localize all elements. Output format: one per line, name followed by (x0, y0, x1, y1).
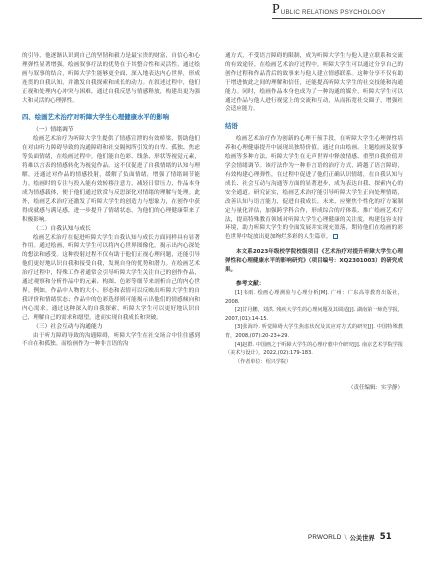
end-mark-icon (333, 234, 338, 239)
page-number: 51 (379, 532, 392, 542)
editor-note: （责任编辑：实学静） (347, 385, 403, 392)
paragraph: 绘画艺术治疗为听障大学生提供了情感宣泄的有效桥梁，帮助他们在对由听力障碍导致的沟通障碍和社交隔阂所引发的自卑、孤独、焦虑等负面情绪，在绘画过程中，他们能自色彩、线条、形状等视觉元素，将难以言表的情感转化为视觉作品。这不仅促进了自我情绪的认知与理解，还通过对作品的情感投射，缓解了负面情绪，增强了情绪调节能力。绘画时的专注与投入能有效转移注意力，减轻日常压力，作品本身成为情感载体，便于他们通过欣赏与反思深化对情绪的理解与处理。此外，绘画艺术治疗还激发了听障大学生的创造力与想象力，在创作中获得成就感与满足感，进一步提升了情绪状态，为他们的心理健康带来了积极影响。 (22, 136, 200, 223)
section-heading: 四、绘画艺术治疗对听障大学生心理健康水平的影响 (22, 113, 169, 122)
paragraph: 的引导，他逐渐认识到自己的坚韧和毅力是最宝贵的财富，自信心和心理弹性显著增强。绘画叙事疗法的优势在于其整合性和灵活性，通过绘画与叙事的结合，听障大学生能够更全面、深入地表达内心世界，形成连贯的自我认知，并激发自我探索和成长的动力。在叙述过程中，他们正视和处理内心冲突与困难，通过自我反思与情感释放，构建出更为强大和灵活的心理弹性。 (22, 53, 200, 104)
subheading: （二）自我认知与成长 (33, 225, 91, 232)
conclusion-text: 绘画艺术治疗作为创新的心理干预手段，在听障大学生心理弹性培养和心理健康提升中展现出独特价值。通过自由绘画、主题绘画及叙事绘画等多种方法，听障大学生在无声世界中释放情感、重塑自我价值并学会情绪调节。该疗法作为一种非言语的治疗方式，跨越了语言障碍，有效构建心理弹性，在过程中促进了他们正确认识情绪，在自我认知与成长、社会互动与沟通等方面的显著进步，成为表达自我、探索内心的安全通道。研究证实，绘画艺术治疗能引导听障大学生正向处理情绪，改善认知与语言能力，促进自我成长。未来，应聚焦个性化的疗方案制定与量化评估，加强跨学科合作，形成综合的疗体系。推广绘画艺术疗法，提高特殊教育领域对听障大学生心理健康的关注度，构建包容支持环境，助力听障大学生的全面发展并实现充盈落，期待他们在绘画的彩色世界中绽放出更加绚烂多彩的人生篇章。 (225, 136, 403, 241)
conclusion-paragraph (225, 135, 403, 242)
footer-brand: PRWORLD (308, 533, 342, 541)
right-column (225, 52, 403, 393)
reference-item: [3]张海玲. 听觉障碍大学生焦虑状况及其应对方式的研究[J]. 中国特殊教育，2008,(07):20-23+29. (225, 324, 403, 339)
left-column (22, 52, 200, 349)
reference-item: [1]韦雨. 绘画心理测验与心理分析[M]. 广州：广东高等教育出版社，2008. (225, 289, 403, 305)
header-rule (272, 18, 422, 19)
author-affiliation: （作者单位：绍兴学院） (235, 358, 292, 365)
footer-magazine: 公关世界 (349, 534, 375, 542)
references-list (225, 289, 403, 366)
conclusion-heading: 结语 (225, 122, 238, 131)
paragraph: 通方式，不受语言障碍的限制，成为听障大学生与他人建立联系和交流的有效途径。在绘画艺术治疗过程中，听障大学生可以通过分享自己的创作过程和作品背后的故事来与他人建立情感联系。这种分享不仅有助于增进彼此之间的理解和信任，还能提高听障大学生的社交技能和沟通能力。同时，绘画作品本身也成为了一种沟通的媒介，听障大学生可以通过作品与他人进行视觉上的交流和互动，从而拓宽社交圈子，增强社会适应能力。 (225, 53, 403, 113)
paragraph: 绘画艺术治疗在促进听障大学生自我认知与成长方面同样具有显著作用。通过绘画，听障大学生可以将内心世界图像化，揭示出内心深处的想法和感受。这种投射过程不仅有助于他们正视心理问题，还能引导他们更好地认识自我和接受自我，发现自身的优势和潜力。在绘画艺术治疗过程中，特殊工作者通常会引导听障大学生关注自己的创作作品，通过观察和分析作品中的元素、构图、色彩等细节来剖析自己的内心世界。例如，作品中人物的大小、形态和表情可以反映出听障大学生的自我评价和情绪状态；作品中的色彩选择则可能揭示出他们的情感倾向和内心需求。通过这种深入的自我探索，听障大学生可以更好地认识自己，理解自己的需求和愿望，进而实现自我成长和突破。 (22, 234, 200, 321)
reference-item: [4]赵群. 中国画之于听障大学生的心理疗愈中介研究[J]. 南京艺术学院学报（美术与设计），2022,(02):179-183. (225, 341, 403, 357)
reference-item: [2]甘丹鹏，刘洪. 残疾大学生的心理问题及其调适[J]. 湖南第一师范学报，2007,(01):14-15. (225, 307, 403, 322)
page-footer (308, 532, 392, 542)
header-initial: P (272, 2, 280, 17)
running-header (272, 4, 386, 16)
footer-divider: \ (344, 533, 347, 541)
subheading: （三）社会互动与沟通能力 (33, 323, 103, 330)
paragraph: 由于听力障碍导致的沟通障碍，听障大学生在社交场合中往往感到不自在和孤独。而绘画作为一种非言语的沟 (22, 332, 200, 348)
subheading: （一）情绪调节 (33, 127, 74, 134)
references-heading: 参考文献： (236, 280, 265, 287)
funding-note: 本文系2023年级校学院校级项目《艺术治疗对提升听障大学生心理弹性和心理健康水平的影响研究》（项目编号：XQ2301003）的研究成果。 (225, 249, 403, 274)
header-title: UBLIC RELATIONS PSYCHOLOGY (280, 9, 386, 16)
